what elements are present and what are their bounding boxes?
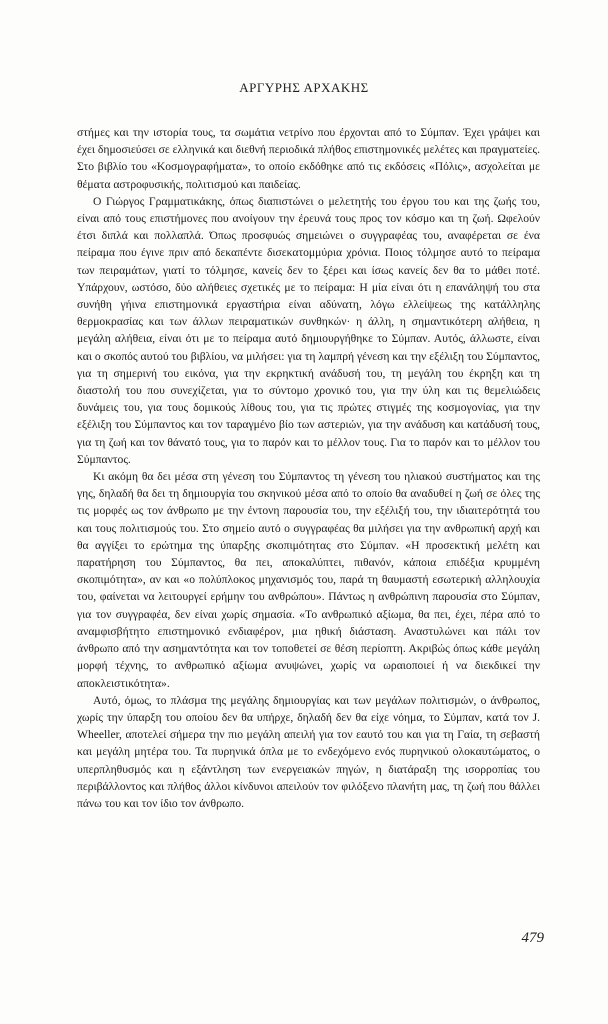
- page-number: 479: [521, 930, 544, 946]
- paragraph: Κι ακόμη θα δει μέσα στη γένεση του Σύμπαντος τη γένεση του ηλιακού συστήματος και της γης, δηλαδή θα δει τη δημιουργία του σκηνικού μέσα από το οποίο θα αναδυθεί η ζωή σε όλες της τις μορφές ως τον άνθρωπο με την έντονη παρουσία του, την εξέλιξή του, την ιδιαιτερότητά του και τους πολιτισμούς του. Στο σημείο αυτό ο συγγραφέας θα μιλήσει για την ανθρωπική αρχή και θα αγγίξει το ερώτημα της ύπαρξης σκοπιμότητας στο Σύμπαν. «Η προσεκτική μελέτη και παρατήρηση του Σύμπαντος, θα πει, αποκαλύπτει, πιθανόν, κάποια επιδέξια κρυμμένη σκοπιμότητα», αν και «ο πολύπλοκος μηχανισμός του, παρά τη θαυμαστή εσωτερική αλληλουχία του, φαίνεται να λειτουργεί ερήμην του ανθρώπου». Πάντως η ανθρώπινη παρουσία στο Σύμπαν, για τον συγγραφέα, δεν είναι χωρίς σημασία. «Το ανθρωπικό αξίωμα, θα πει, έχει, πέρα από το αναμφισβήτητο επιστημονικό ενδιαφέρον, μια ηθική διάσταση. Αναστυλώνει και πάλι τον άνθρωπο από την ασημαντότητα και τον τοποθετεί σε θέση περίοπτη. Ακριβώς όπως κάθε μεγάλη μορφή τέχνης, το ανθρωπικό αξίωμα ανυψώνει, χωρίς να ωραιοποιεί ή να διεκδικεί την αποκλειστικότητα».: [77, 470, 540, 690]
- paragraph: στήμες και την ιστορία τους, τα σωμάτια νετρίνο που έρχονται από το Σύμπαν. Έχει γράψει και έχει δημοσιεύσει σε ελληνικά και διεθνή περιοδικά πλήθος επιστημονικές μελέτες και πραγματείες. Στο βιβλίο του «Κοσμογραφήματα», το οποίο εκδόθηκε από τις εκδόσεις «Πόλις», ασχολείται με θέματα αστροφυσικής, πολιτισμού και παιδείας.: [77, 126, 540, 191]
- body-text: [77, 124, 540, 812]
- running-title: ΑΡΓΥΡΗΣ ΑΡΧΑΚΗΣ: [239, 80, 369, 95]
- paragraph: Αυτό, όμως, το πλάσμα της μεγάλης δημιουργίας και των μεγάλων πολιτισμών, ο άνθρωπος, χωρίς την ύπαρξη του οποίου δεν θα υπήρχε, δηλαδή δεν θα είχε νόημα, το Σύμπαν, κατά τον J. Wheeller, αποτελεί σήμερα την πιο μεγάλη απειλή για τον εαυτό του και για τη Γαία, τη σεβαστή και μεγάλη μητέρα του. Τα πυρηνικά όπλα με το ενδεχόμενο ενός πυρηνικού ολοκαυτώματος, ο υπερπληθυσμός και η εξάντληση των ενεργειακών πηγών, η διατάραξη της ισορροπίας του περιβάλλοντος και πλήθος άλλοι κίνδυνοι απειλούν τον φιλόξενο πλανήτη μας, τη ζωή που θάλλει πάνω του και τον ίδιο τον άνθρωπο.: [77, 693, 540, 810]
- paragraph: Ο Γιώργος Γραμματικάκης, όπως διαπιστώνει ο μελετητής του έργου του και της ζωής του, είναι από τους επιστήμονες που ανοίγουν την έρευνά τους προς τον κόσμο και τη ζωή. Ωφελούν έτσι διπλά και πολλαπλά. Όπως προσφυώς σημειώνει ο συγγραφέας του, αναφέρεται σε ένα πείραμα που έγινε πριν από δεκαπέντε δισεκατομμύρια χρόνια. Ποιος τόλμησε αυτό το πείραμα των πειραμάτων, γιατί το τόλμησε, κανείς δεν το ξέρει και ίσως κανείς δεν θα το μάθει ποτέ. Υπάρχουν, ωστόσο, δύο αλήθειες σχετικές με το πείραμα: Η μία είναι ότι η επανάληψή του στα συνήθη γήινα επιστημονικά εργαστήρια είναι αδύνατη, λόγω ελλείψεως της κατάλληλης θερμοκρασίας και των άλλων πειραματικών συνθηκών· η άλλη, η σημαντικότερη αλήθεια, η μεγάλη αλήθεια, είναι ότι με το πείραμα αυτό δημιουργήθηκε το Σύμπαν. Αυτός, άλλωστε, είναι και ο σκοπός αυτού του βιβλίου, να μιλήσει: για τη λαμπρή γένεση και την εξέλιξη του Σύμπαντος, για τη σημερινή του εικόνα, για την εκρηκτική ανάδυσή του, τη μεγάλη του έκρηξη και τη διαστολή του που συνεχίζεται, για το σύντομο χρονικό του, για την ύλη και τις θεμελιώδεις δυνάμεις του, για τους δομικούς λίθους του, για τις πρώτες στιγμές της κοσμογονίας, για την εξέλιξη του Σύμπαντος και τον ταραγμένο βίο των αστεριών, για την ανάδυση και κατάδυσή τους, για τη ζωή και τον θάνατό τους, για το παρόν και το μέλλον τους. Για το παρόν και το μέλλον του Σύμπαντος.: [77, 194, 540, 466]
